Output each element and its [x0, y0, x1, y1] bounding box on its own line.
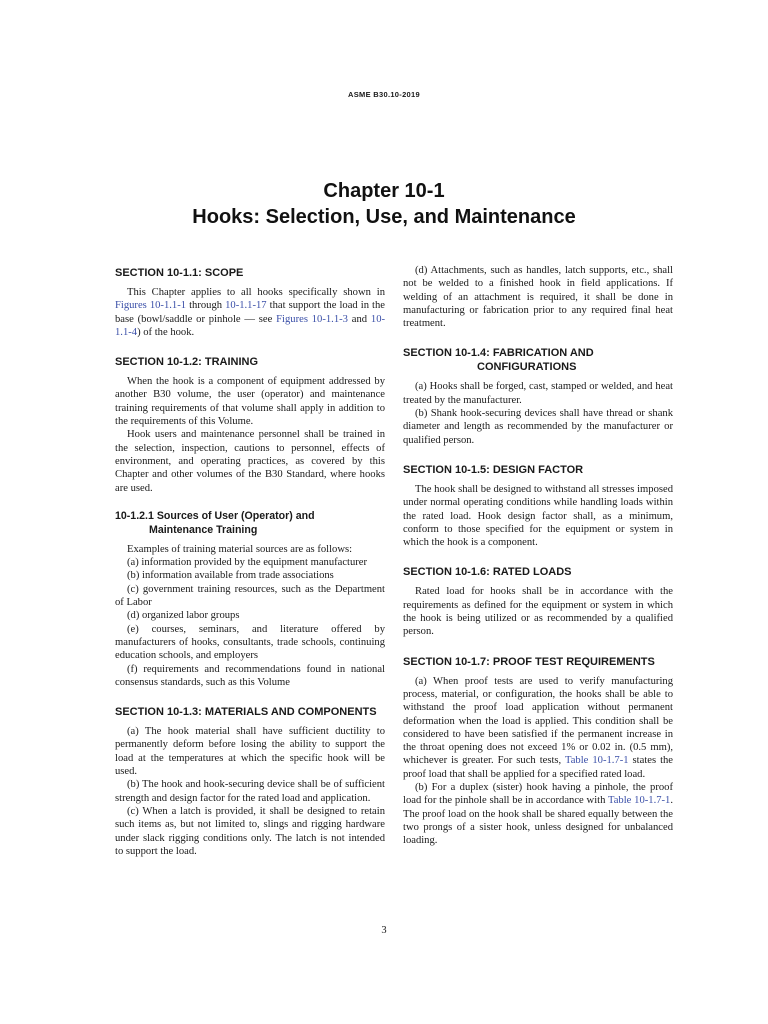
rated-loads-text: Rated load for hooks shall be in accordance with the requirements as defined for the equipment or system in which the hook is being utilized or as recommended by a qualified person. [403, 586, 673, 638]
materials-item-c: (c) When a latch is provided, it shall be designed to retain such items as, but not limited to, slings and rigging hardware under slack rigging conditions only. The latch is not intended to support the load. [115, 805, 385, 857]
table-link-10-1-7-1-second[interactable]: Table 10-1.7-1 [607, 795, 671, 807]
training-source-d: (d) organized labor groups [127, 610, 240, 622]
page-number: 3 [381, 925, 387, 936]
fabrication-item-a: (a) Hooks shall be forged, cast, stamped or welded, and heat treated by the manufacturer. [403, 381, 673, 406]
design-factor-text: The hook shall be designed to withstand all stresses imposed under normal operating conditions while handling loads within the rated load. Hook design factor shall, as a minimum, conform to those specified for the equipment or system in which the hook is a component. [403, 483, 673, 549]
table-link-10-1-7-1[interactable]: Table 10-1.7-1 [565, 755, 629, 767]
right-column [403, 264, 673, 848]
figure-link-10-1-1-1[interactable]: Figures 10-1.1-1 [115, 300, 187, 312]
training-source-f: (f) requirements and recommendations found in national consensus standards, such as this Volume [115, 663, 385, 688]
section-training-heading: SECTION 10-1.2: TRAINING [115, 356, 259, 369]
left-column [115, 264, 385, 858]
chapter-number: Chapter 10-1 [323, 180, 445, 202]
proof-test-item-a: (a) When proof tests are used to verify manufacturing process, material, or configuration, the hooks shall be able to withstand the proof load application without permanent deformation when the load is applied. This condition shall be considered to have been satisfied if the permanent increase in the throat opening does not exceed 1% or 0.02 in. (0.5 mm), whichever is greater. For such tests, Table 10-1.7-1 states the proof load that shall be applied for a specified rated load. [403, 675, 674, 780]
proof-test-item-b: (b) For a duplex (sister) hook having a pinhole, the proof load for the pinhole shall be in accordance with Table 10-1.7-1. The proof load on the hook shall be shared equally between the two prongs of a sister hook, unless designed for unbalanced loading. [403, 782, 673, 847]
section-proof-test-heading: SECTION 10-1.7: PROOF TEST REQUIREMENTS [403, 655, 655, 668]
materials-item-b: (b) The hook and hook-securing device shall be of sufficient strength and design factor for the rated load and application. [115, 779, 385, 804]
training-source-a: (a) information provided by the equipment manufacturer [127, 557, 368, 569]
section-scope-heading: SECTION 10-1.1: SCOPE [115, 267, 244, 279]
training-source-e: (e) courses, seminars, and literature offered by manufacturers of hooks, consultants, trade schools, continuing education schools, and employers [115, 623, 385, 662]
chapter-title: Hooks: Selection, Use, and Maintenance [192, 206, 576, 228]
section-rated-loads-heading: SECTION 10-1.6: RATED LOADS [403, 566, 572, 579]
running-header: ASME B30.10-2019 [348, 90, 420, 99]
section-materials-heading: SECTION 10-1.3: MATERIALS AND COMPONENTS [115, 706, 377, 719]
fabrication-item-b: (b) Shank hook-securing devices shall have thread or shank diameter and length as recommended by the manufacturer or qualified person. [403, 408, 673, 446]
training-source-b: (b) information available from trade associations [127, 570, 334, 582]
section-scope-text: This Chapter applies to all hooks specifically shown in Figures 10-1.1-1 through 10-1.1-17 that support the load in the base (bowl/saddle or pinhole — see Figures 10-1.1-3 and 10-1.1-4) of the hook. [115, 287, 386, 338]
training-sources-heading: 10-1.2.1 Sources of User (Operator) and Maintenance Training [115, 509, 315, 536]
materials-item-a: (a) The hook material shall have sufficient ductility to permanently deform before losing the ability to support the load at the temperatures at which the specific hook will be used. [115, 726, 385, 778]
training-paragraph-2: Hook users and maintenance personnel shall be trained in the selection, inspection, cautions to personnel, effects of environment, and operating practices, as covered by this Chapter and other volumes of the B30 Standard, where hooks are used. [115, 429, 385, 494]
figure-link-10-1-1-17[interactable]: 10-1.1-17 [225, 300, 267, 312]
materials-item-d: (d) Attachments, such as handles, latch supports, etc., shall not be welded to a finished hook in field applications. If welding of an attachment is required, it shall be done in manufacturing or fabrication prior to any required final heat treatment. [403, 265, 673, 330]
training-source-c: (c) government training resources, such as the Department of Labor [115, 583, 385, 609]
training-sources-intro: Examples of training material sources are as follows: [127, 543, 353, 555]
section-fabrication-heading: SECTION 10-1.4: FABRICATION AND CONFIGURATIONS [403, 347, 594, 374]
figure-link-10-1-1-4[interactable]: 10-1.1-4 [115, 313, 386, 338]
chapter-heading [0, 178, 768, 230]
section-design-factor-heading: SECTION 10-1.5: DESIGN FACTOR [403, 463, 584, 476]
figure-link-10-1-1-3[interactable]: Figures 10-1.1-3 [276, 313, 348, 325]
training-paragraph-1: When the hook is a component of equipment addressed by another B30 volume, the user (operator) and maintenance training requirements of that volume shall apply in addition to the requirements of this Volume. [115, 376, 385, 428]
